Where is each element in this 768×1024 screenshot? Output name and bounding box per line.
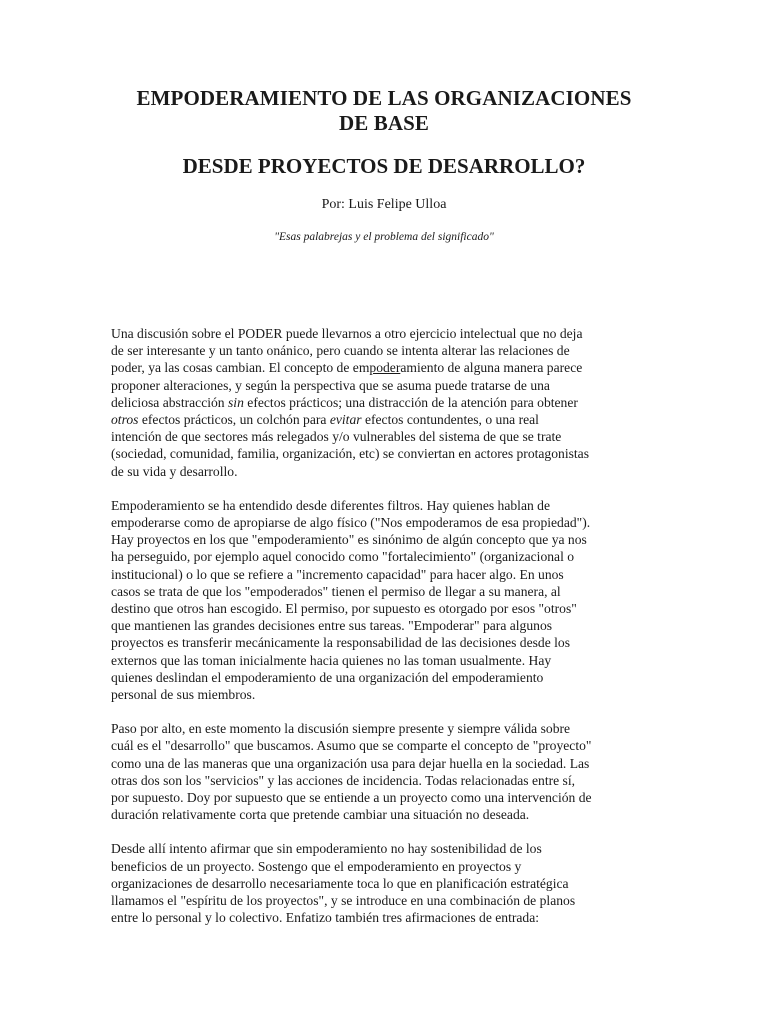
italic-word: otros <box>111 412 139 428</box>
text-line <box>111 394 663 411</box>
text-line: Desde allí intento afirmar que sin empoderamiento no hay sostenibilidad de los <box>111 841 542 857</box>
text-line: institucional) o lo que se refiere a "incremento capacidad" para hacer algo. En unos <box>111 566 564 582</box>
text-line: que mantienen las grandes decisiones entre sus tareas. "Empoderar" para algunos <box>111 618 553 634</box>
text-line: beneficios de un proyecto. Sostengo que el empoderamiento en proyectos y <box>111 858 522 874</box>
text-line: destino que otros han escogido. El permiso, por supuesto es otorgado por esos "otros" <box>111 601 577 617</box>
text-line <box>111 359 663 376</box>
text-line: casos se trata de que los "empoderados" tienen el permiso de llegar a su manera, al <box>111 583 561 599</box>
text-line: de su vida y desarrollo. <box>111 463 238 479</box>
text-line: de ser interesante y un tanto onánico, pero cuando se intenta alterar las relaciones de <box>111 343 570 359</box>
text-line: entre lo personal y lo colectivo. Enfatizo también tres afirmaciones de entrada: <box>111 910 540 926</box>
text-line: ha perseguido, por ejemplo aquel conocido como "fortalecimiento" (organizacional o <box>111 549 575 565</box>
text-line: Empoderamiento se ha entendido desde diferentes filtros. Hay quienes hablan de <box>111 497 551 513</box>
text-line: Una discusión sobre el PODER puede llevarnos a otro ejercicio intelectual que no deja <box>111 326 583 341</box>
text-line: empoderarse como de apropiarse de algo físico ("Nos empoderamos de esa propiedad"). <box>111 515 591 531</box>
underlined-word: poder <box>369 360 401 376</box>
text-segment: deliciosa abstracción <box>111 394 229 410</box>
document-subtitle: DESDE PROYECTOS DE DESARROLLO? <box>182 154 586 178</box>
text-segment: amiento de alguna manera parece <box>400 360 583 376</box>
text-line: intención de que sectores más relegados y/o vulnerables del sistema de que se trate <box>111 429 562 445</box>
text-line: como una de las maneras que una organización usa para dejar huella en la sociedad. Las <box>111 755 590 771</box>
text-segment: poder, ya las cosas cambian. El concepto de em <box>111 360 370 376</box>
text-line: quienes deslindan el empoderamiento de una organización del empoderamiento <box>111 669 544 685</box>
text-line: (sociedad, comunidad, familia, organización, etc) se conviertan en actores protagonistas <box>111 446 589 462</box>
text-line: llamamos el "espíritu de los proyectos", y se introduce en una combinación de planos <box>111 893 576 909</box>
text-line: otras dos son los "servicios" y las acciones de incidencia. Todas relacionadas entre sí, <box>111 772 576 788</box>
text-line: proponer alteraciones, y según la perspectiva que se asuma puede tratarse de una <box>111 377 550 393</box>
text-line <box>111 411 663 428</box>
text-line: externos que las toman inicialmente hacia quienes no las toman usualmente. Hay <box>111 652 552 668</box>
text-line: organizaciones de desarrollo necesariamente toca lo que en planificación estratégica <box>111 875 569 891</box>
document-title <box>100 86 668 136</box>
text-line: personal de sus miembros. <box>111 687 256 703</box>
italic-word: evitar <box>329 412 362 428</box>
paragraph-3 <box>111 720 663 823</box>
text-segment: efectos prácticos, un colchón para <box>138 412 330 428</box>
paragraph-1 <box>111 325 663 480</box>
text-line: Paso por alto, en este momento la discusión siempre presente y siempre válida sobre <box>111 721 571 737</box>
text-segment: efectos contundentes, o una real <box>361 412 539 428</box>
epigraph: "Esas palabrejas y el problema del significado" <box>274 231 494 243</box>
text-line: por supuesto. Doy por supuesto que se entiende a un proyecto como una intervención de <box>111 790 592 806</box>
body-text <box>111 325 663 944</box>
title-line-1: EMPODERAMIENTO DE LAS ORGANIZACIONES <box>136 86 632 110</box>
text-line: Hay proyectos en los que "empoderamiento" es sinónimo de algún concepto que ya nos <box>111 532 587 548</box>
text-line: duración relativamente corta que pretende cambiar una situación no deseada. <box>111 807 530 823</box>
text-segment: efectos prácticos; una distracción de la atención para obtener <box>243 394 578 410</box>
title-line-2: DE BASE <box>339 111 429 135</box>
text-line: cuál es el "desarrollo" que buscamos. Asumo que se comparte el concepto de "proyecto" <box>111 738 592 754</box>
italic-word: sin <box>228 394 244 410</box>
paragraph-2 <box>111 497 663 703</box>
author-byline: Por: Luis Felipe Ulloa <box>321 197 447 212</box>
text-line: proyectos es transferir mecánicamente la responsabilidad de las decisiones desde los <box>111 635 571 651</box>
paragraph-4 <box>111 840 663 926</box>
